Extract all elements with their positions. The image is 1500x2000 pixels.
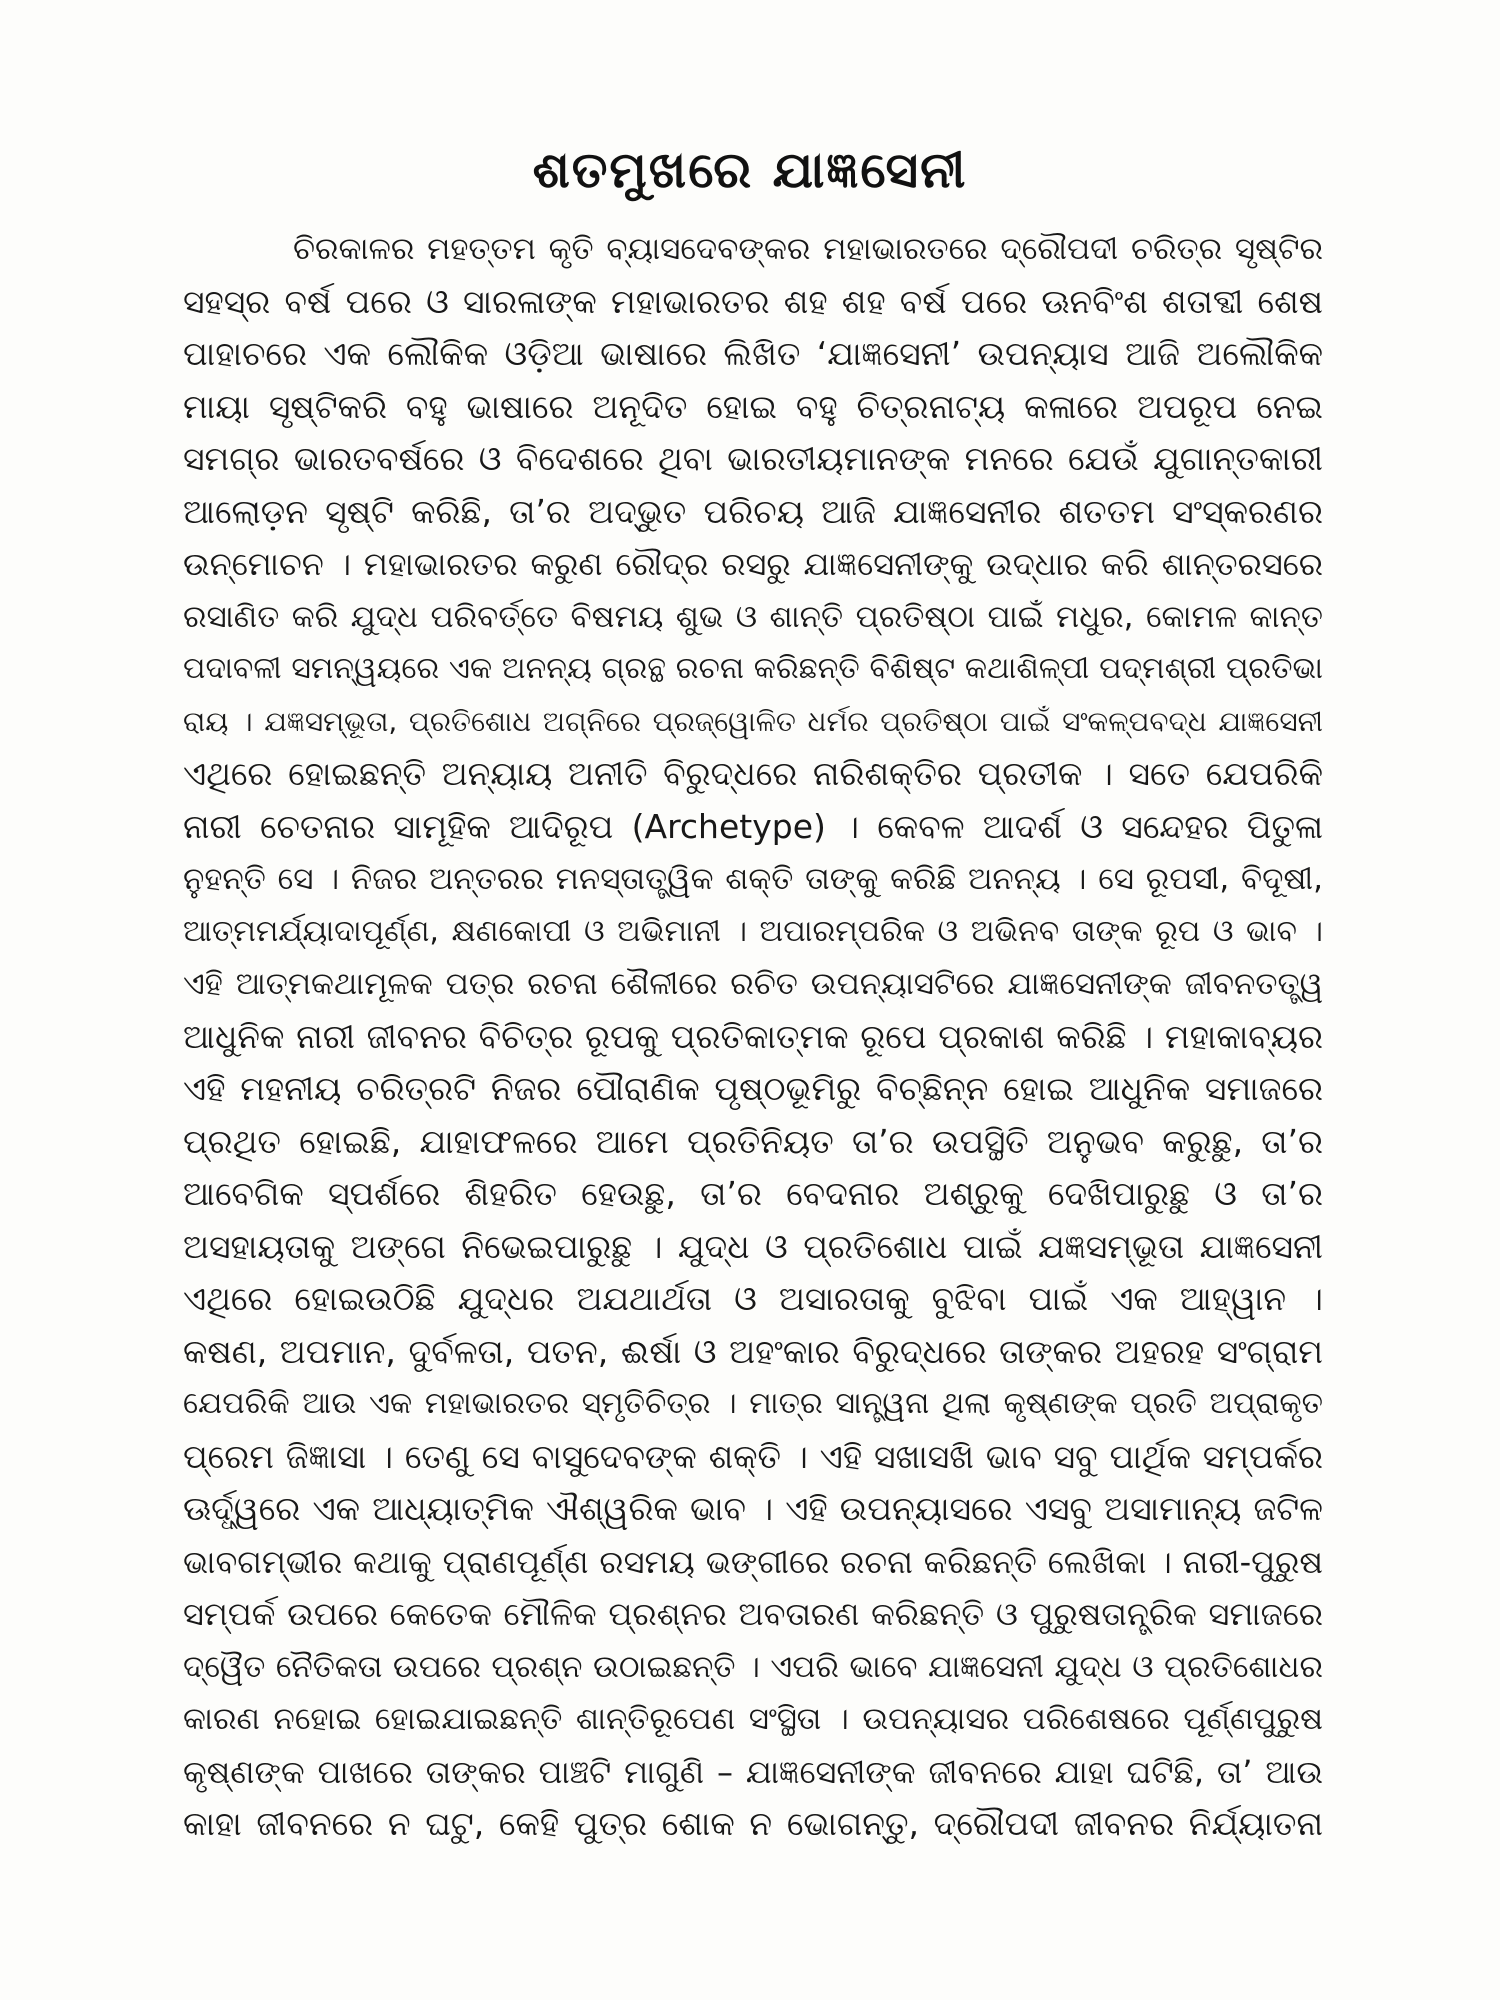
text-line: ପ୍ରେମ ଜିଜ୍ଞାସା । ତେଣୁ ସେ ବାସୁଦେବଙ୍କ ଶକ୍ତି । ଏହି ସଖାସଖି ଭାବ ସବୁ ପାର୍ଥିକ ସମ୍ପର୍କର [183, 1436, 1323, 1476]
text-line: ନୁହନ୍ତି ସେ । ନିଜର ଅନ୍ତରର ମନସ୍ତାତ୍ତ୍ୱିକ ଶକ୍ତି ତାଙ୍କୁ କରିଛି ଅନନ୍ୟ । ସେ ରୂପସୀ, ବିଦୂଷୀ, [183, 861, 1323, 897]
text-line: ଭାବଗମ୍ଭୀର କଥାକୁ ପ୍ରାଣପୂର୍ଣ୍ଣ ରସମୟ ଭଙ୍ଗୀରେ ରଚନା କରିଛନ୍ତି ଲେଖିକା । ନାରୀ-ପୁରୁଷ [183, 1542, 1323, 1581]
body-paragraph [183, 223, 1323, 1851]
text-line: ସହସ୍ର ବର୍ଷ ପରେ ଓ ସାରଳାଙ୍କ ମହାଭାରତର ଶହ ଶହ ବର୍ଷ ପରେ ଊନବିଂଶ ଶତାବ୍ଦୀ ଶେଷ [183, 281, 1323, 321]
text-line: ଯେପରିକି ଆଉ ଏକ ମହାଭାରତର ସ୍ମୃତିଚିତ୍ର । ମାତ୍ର ସାନ୍ତ୍ୱନା ଥିଲା କୃଷ୍ଣଙ୍କ ପ୍ରତି ଅପ୍ରାକୃତ [183, 1386, 1323, 1421]
text-line: ଏଥିରେ ହୋଇଉଠିଛି ଯୁଦ୍ଧର ଅଯଥାର୍ଥତା ଓ ଅସାରତାକୁ ବୁଝିବା ପାଇଁ ଏକ ଆହ୍ୱାନ । [183, 1279, 1323, 1318]
page-title: ଶତମୁଖରେ ଯାଜ୍ଞସେନୀ [532, 141, 968, 199]
text-line: ଊର୍ଦ୍ଧ୍ୱରେ ଏକ ଆଧ୍ୟାତ୍ମିକ ଐଶ୍ୱରିକ ଭାବ । ଏହି ଉପନ୍ୟାସରେ ଏସବୁ ଅସାମାନ୍ୟ ଜଟିଳ [183, 1489, 1323, 1528]
text-line: ମାୟା ସୃଷ୍ଟିକରି ବହୁ ଭାଷାରେ ଅନୂଦିତ ହୋଇ ବହୁ ଚିତ୍ରନାଟ୍ୟ କଳାରେ ଅପରୂପ ନେଇ [183, 386, 1323, 426]
text-line: କୃଷ୍ଣଙ୍କ ପାଖରେ ତାଙ୍କର ପାଞ୍ଚଟି ମାଗୁଣି – ଯାଜ୍ଞସେନୀଙ୍କ ଜୀବନରେ ଯାହା ଘଟିଛି, ତା’ ଆଉ [183, 1752, 1323, 1791]
text-line: ଆବେଗିକ ସ୍ପର୍ଶରେ ଶିହରିତ ହେଉଛୁ, ତା’ର ବେଦନାର ଅଶ୍ରୁକୁ ଦେଖିପାରୁଛୁ ଓ ତା’ର [183, 1174, 1323, 1213]
text-line: ଆଲୋଡ଼ନ ସୃଷ୍ଟି କରିଛି, ତା’ର ଅଦ୍ଭୁତ ପରିଚୟ ଆଜି ଯାଜ୍ଞସେନୀର ଶତତମ ସଂସ୍କରଣର [183, 491, 1323, 531]
text-line: କାରଣ ନହୋଇ ହୋଇଯାଇଛନ୍ତି ଶାନ୍ତିରୂପେଣ ସଂସ୍ଥିତା । ଉପନ୍ୟାସର ପରିଶେଷରେ ପୂର୍ଣ୍ଣପୁରୁଷ [183, 1701, 1323, 1737]
text-line: ଉନ୍ମୋଚନ । ମହାଭାରତର କରୁଣ ରୌଦ୍ର ରସରୁ ଯାଜ୍ଞସେନୀଙ୍କୁ ଉଦ୍ଧାର କରି ଶାନ୍ତରସରେ [183, 545, 1323, 583]
text-line: ସମ୍ପର୍କ ଉପରେ କେତେକ ମୌଳିକ ପ୍ରଶ୍ନର ଅବତାରଣ କରିଛନ୍ତି ଓ ପୁରୁଷତାନ୍ତ୍ରିକ ସମାଜରେ [183, 1595, 1323, 1633]
text-line: ରାୟ । ଯଜ୍ଞସମ୍ଭୂତା, ପ୍ରତିଶୋଧ ଅଗ୍ନିରେ ପ୍ରଜ୍ୱୋଳିତ ଧର୍ମର ପ୍ରତିଷ୍ଠା ପାଇଁ ସଂକଳ୍ପବଦ୍ଧ ଯାଜ୍ଞସେନୀ [183, 704, 1323, 738]
text-line: ଏହି ମହନୀୟ ଚରିତ୍ରଟି ନିଜର ପୌରାଣିକ ପୃଷ୍ଠଭୂମିରୁ ବିଚ୍ଛିନ୍ନ ହୋଇ ଆଧୁନିକ ସମାଜରେ [183, 1069, 1323, 1108]
text-line: ପ୍ରଥିତ ହୋଇଛି, ଯାହାଫଳରେ ଆମେ ପ୍ରତିନିୟତ ତା’ର ଉପସ୍ଥିତି ଅନୁଭବ କରୁଛୁ, ତା’ର [183, 1121, 1323, 1161]
text-line: ଚିରକାଳର ମହତ୍ତମ କୃତି ବ୍ୟାସଦେବଙ୍କର ମହାଭାରତରେ ଦ୍ରୌପଦୀ ଚରିତ୍ର ସୃଷ୍ଟିର [293, 231, 1323, 267]
text-line: ଆତ୍ମମର୍ଯ୍ୟାଦାପୂର୍ଣ୍ଣ, କ୍ଷଣକୋପୀ ଓ ଅଭିମାନୀ । ଅପାରମ୍ପରିକ ଓ ଅଭିନବ ତାଙ୍କ ରୂପ ଓ ଭାବ । [183, 913, 1323, 949]
text-line: ପାହାଚରେ ଏକ ଲୌକିକ ଓଡ଼ିଆ ଭାଷାରେ ଲିଖିତ ‘ଯାଜ୍ଞସେନୀ’ ଉପନ୍ୟାସ ଆଜି ଅଲୌକିକ [183, 334, 1323, 373]
text-line: ନାରୀ ଚେତନାର ସାମୂହିକ ଆଦିରୂପ (Archetype) । କେବଳ ଆଦର୍ଶ ଓ ସନ୍ଦେହର ପିତୁଳା [183, 806, 1323, 846]
text-line: ଆଧୁନିକ ନାରୀ ଜୀବନର ବିଚିତ୍ର ରୂପକୁ ପ୍ରତିକାତ୍ମକ ରୂପେ ପ୍ରକାଶ କରିଛି । ମହାକାବ୍ୟର [183, 1016, 1323, 1056]
text-line: ଦ୍ୱୈତ ନୈତିକତା ଉପରେ ପ୍ରଶ୍ନ ଉଠାଇଛନ୍ତି । ଏପରି ଭାବେ ଯାଜ୍ଞସେନୀ ଯୁଦ୍ଧ ଓ ପ୍ରତିଶୋଧର [183, 1648, 1323, 1685]
text-line: ଏହି ଆତ୍ମକଥାମୂଳକ ପତ୍ର ରଚନା ଶୈଳୀରେ ରଚିତ ଉପନ୍ୟାସଟିରେ ଯାଜ୍ଞସେନୀଙ୍କ ଜୀବନତତ୍ତ୍ୱ [183, 966, 1323, 1002]
text-line: ଅସହାୟତାକୁ ଅଙ୍ଗେ ନିଭେଇପାରୁଛୁ । ଯୁଦ୍ଧ ଓ ପ୍ରତିଶୋଧ ପାଇଁ ଯଜ୍ଞସମ୍ଭୂତା ଯାଜ୍ଞସେନୀ [183, 1226, 1323, 1266]
text-line: କାହା ଜୀବନରେ ନ ଘଟୁ, କେହି ପୁତ୍ର ଶୋକ ନ ଭୋଗନ୍ତୁ, ଦ୍ରୌପଦୀ ଜୀବନର ନିର୍ଯ୍ୟାତନା [183, 1804, 1323, 1843]
text-line: ପଦାବଳୀ ସମନ୍ୱୟରେ ଏକ ଅନନ୍ୟ ଗ୍ରନ୍ଥ ରଚନା କରିଛନ୍ତି ବିଶିଷ୍ଟ କଥାଶିଳ୍ପୀ ପଦ୍ମଶ୍ରୀ ପ୍ରତିଭା [183, 651, 1323, 686]
text-line: ସମଗ୍ର ଭାରତବର୍ଷରେ ଓ ବିଦେଶରେ ଥିବା ଭାରତୀୟମାନଙ୍କ ମନରେ ଯେଉଁ ଯୁଗାନ୍ତକାରୀ [183, 439, 1323, 478]
text-line: ଏଥିରେ ହୋଇଛନ୍ତି ଅନ୍ୟାୟ ଅନୀତି ବିରୁଦ୍ଧରେ ନାରିଶକ୍ତିର ପ୍ରତୀକ । ସତେ ଯେପରିକି [183, 754, 1323, 793]
text-line: ରସାଣିତ କରି ଯୁଦ୍ଧ ପରିବର୍ତ୍ତେ ବିଷମୟ ଶୁଭ ଓ ଶାନ୍ତି ପ୍ରତିଷ୍ଠା ପାଇଁ ମଧୁର, କୋମଳ କାନ୍ତ [183, 598, 1323, 635]
text-line: କଷଣ, ଅପମାନ, ଦୁର୍ବଳତା, ପତନ, ଈର୍ଷା ଓ ଅହଂକାର ବିରୁଦ୍ଧରେ ତାଙ୍କର ଅହରହ ସଂଗ୍ରାମ [183, 1331, 1323, 1371]
